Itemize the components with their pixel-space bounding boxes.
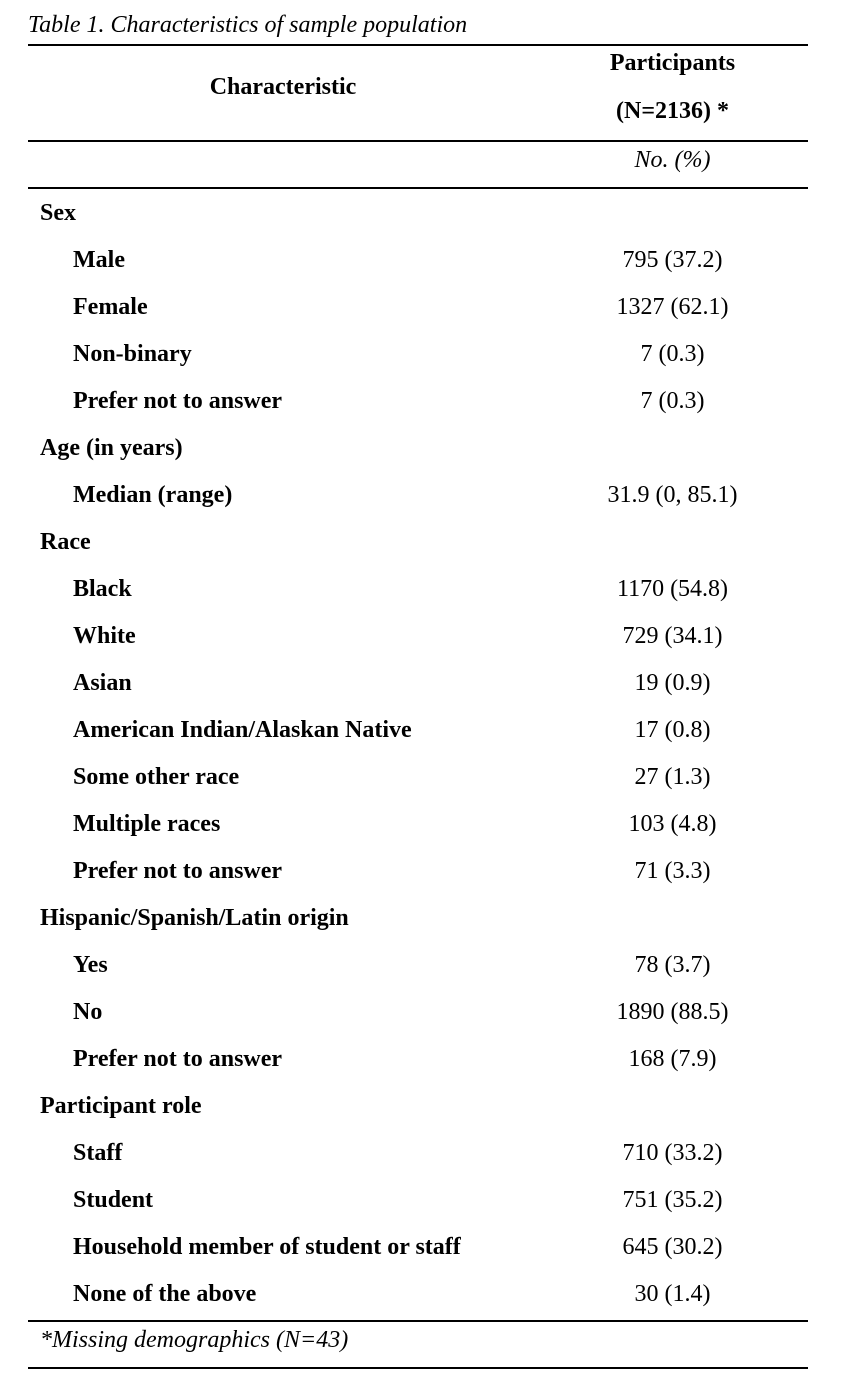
table-bottom-rule (28, 1367, 808, 1369)
row-label: Some other race (73, 764, 240, 790)
row-label: Median (range) (73, 482, 233, 508)
section-label: Participant role (40, 1093, 202, 1119)
table-section-row (28, 190, 808, 237)
row-value: 103 (4.8) (628, 811, 717, 837)
row-value: 78 (3.7) (634, 952, 711, 978)
row-label: Female (73, 294, 148, 320)
table-section-row (28, 425, 808, 472)
row-label: Black (73, 576, 132, 602)
table-row (28, 754, 808, 801)
table-row (28, 707, 808, 754)
row-value: 7 (0.3) (640, 341, 705, 367)
row-value: 1327 (62.1) (616, 294, 729, 320)
table-row (28, 989, 808, 1036)
section-label: Hispanic/Spanish/Latin origin (40, 905, 349, 931)
row-label: Multiple races (73, 811, 221, 837)
table-row (28, 1224, 808, 1271)
row-value: 1890 (88.5) (616, 999, 729, 1025)
table-section-row (28, 895, 808, 942)
section-label: Sex (40, 200, 76, 226)
column-header-participants-n: (N=2136) * (616, 98, 729, 124)
row-label: Student (73, 1187, 154, 1213)
table-section-row (28, 1083, 808, 1130)
row-value: 645 (30.2) (622, 1234, 723, 1260)
row-label: Male (73, 247, 125, 273)
table-row (28, 848, 808, 895)
row-label: White (73, 623, 136, 649)
row-label: American Indian/Alaskan Native (73, 717, 412, 743)
table-row (28, 1130, 808, 1177)
table-row (28, 331, 808, 378)
row-value: 751 (35.2) (622, 1187, 723, 1213)
table-row (28, 1036, 808, 1083)
table-caption: Table 1. Characteristics of sample population (28, 12, 468, 38)
column-unit-label: No. (%) (634, 147, 711, 173)
row-value: 27 (1.3) (634, 764, 711, 790)
row-value: 795 (37.2) (622, 247, 723, 273)
table-row (28, 472, 808, 519)
row-value: 71 (3.3) (634, 858, 711, 884)
table-row (28, 801, 808, 848)
row-label: None of the above (73, 1281, 257, 1307)
table-row (28, 1177, 808, 1224)
row-value: 7 (0.3) (640, 388, 705, 414)
row-value: 710 (33.2) (622, 1140, 723, 1166)
table-row (28, 378, 808, 425)
table-row (28, 237, 808, 284)
row-label: Prefer not to answer (73, 388, 283, 414)
row-label: Non-binary (73, 341, 192, 367)
row-value: 729 (34.1) (622, 623, 723, 649)
table-row (28, 942, 808, 989)
row-value: 17 (0.8) (634, 717, 711, 743)
table-row (28, 566, 808, 613)
column-header-characteristic: Characteristic (209, 74, 357, 100)
row-value: 31.9 (0, 85.1) (607, 482, 738, 508)
row-label: Household member of student or staff (73, 1234, 461, 1260)
row-value: 168 (7.9) (628, 1046, 717, 1072)
table-section-row (28, 519, 808, 566)
header-rule (28, 140, 808, 142)
section-label: Age (in years) (40, 435, 183, 461)
column-header-participants: Participants (609, 50, 736, 76)
row-label: Asian (73, 670, 132, 696)
row-value: 19 (0.9) (634, 670, 711, 696)
table-footnote: *Missing demographics (N=43) (40, 1327, 349, 1353)
section-label: Race (40, 529, 91, 555)
row-label: Prefer not to answer (73, 858, 283, 884)
row-label: Staff (73, 1140, 123, 1166)
row-label: No (73, 999, 103, 1025)
row-value: 1170 (54.8) (616, 576, 729, 602)
table-row (28, 284, 808, 331)
row-value: 30 (1.4) (634, 1281, 711, 1307)
body-top-rule (28, 187, 808, 189)
row-label: Yes (73, 952, 108, 978)
body-bottom-rule (28, 1320, 808, 1322)
row-label: Prefer not to answer (73, 1046, 283, 1072)
table-row (28, 613, 808, 660)
table-body (28, 190, 808, 1318)
table-row (28, 1271, 808, 1318)
table-row (28, 660, 808, 707)
